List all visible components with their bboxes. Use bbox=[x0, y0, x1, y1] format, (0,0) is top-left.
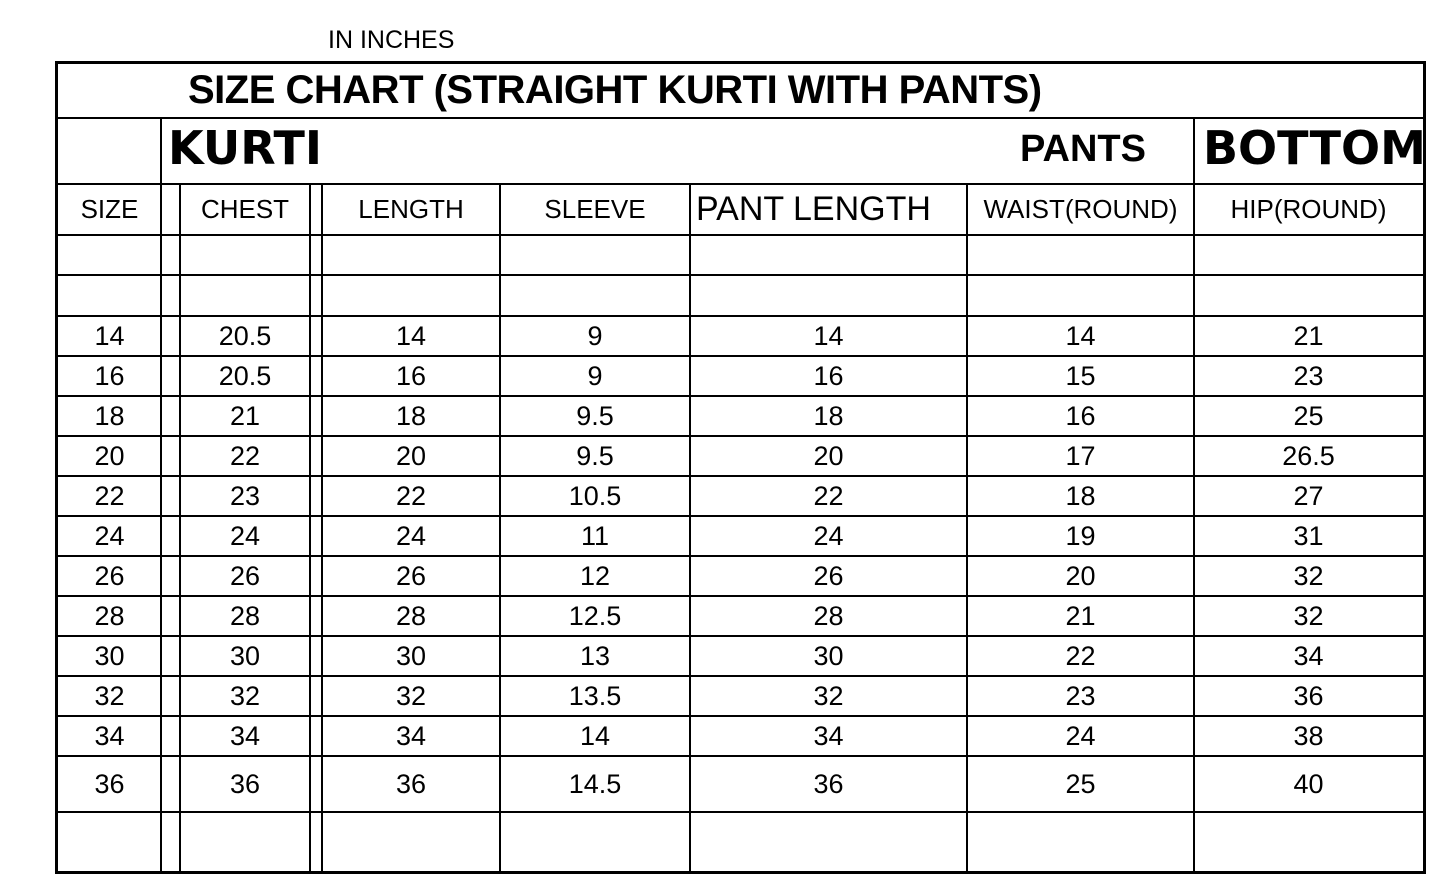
table-cell: 28 bbox=[813, 600, 844, 631]
column-header: SIZE bbox=[80, 194, 139, 224]
table-cell: 38 bbox=[1293, 720, 1324, 751]
table-cell: 32 bbox=[395, 680, 427, 711]
table-cell: 24 bbox=[395, 520, 427, 551]
table-cell: 10.5 bbox=[568, 480, 622, 511]
column-header: CHEST bbox=[200, 194, 290, 224]
section-divider-right bbox=[1193, 118, 1195, 184]
table-cell: 30 bbox=[94, 640, 125, 671]
table-cell: 28 bbox=[395, 600, 427, 631]
table-cell: 21 bbox=[229, 400, 261, 431]
table-cell: 22 bbox=[229, 440, 261, 471]
column-header: WAIST(ROUND) bbox=[983, 194, 1178, 224]
table-cell: 20 bbox=[813, 440, 844, 471]
table-cell: 18 bbox=[94, 400, 125, 431]
table-cell: 12 bbox=[579, 560, 611, 591]
table-cell: 24 bbox=[1065, 720, 1096, 751]
table-cell: 36 bbox=[395, 768, 427, 799]
units-note: IN INCHES bbox=[328, 26, 455, 54]
table-cell: 15 bbox=[1065, 360, 1096, 391]
table-cell: 32 bbox=[813, 680, 844, 711]
table-cell: 17 bbox=[1065, 440, 1096, 471]
table-cell: 27 bbox=[1293, 480, 1324, 511]
table-cell: 20.5 bbox=[218, 320, 272, 351]
chart-title: SIZE CHART (STRAIGHT KURTI WITH PANTS) bbox=[188, 68, 1042, 112]
table-cell: 20 bbox=[395, 440, 427, 471]
table-cell: 32 bbox=[1293, 600, 1324, 631]
table-cell: 28 bbox=[229, 600, 261, 631]
table-cell: 32 bbox=[94, 680, 125, 711]
section-bottom: BOTTOM bbox=[1203, 121, 1426, 175]
table-cell: 26 bbox=[395, 560, 427, 591]
table-cell: 14 bbox=[1065, 320, 1096, 351]
table-cell: 18 bbox=[813, 400, 844, 431]
table-cell: 12.5 bbox=[568, 600, 622, 631]
table-cell: 36 bbox=[1293, 680, 1324, 711]
table-cell: 14.5 bbox=[568, 768, 622, 799]
table-cell: 36 bbox=[813, 768, 844, 799]
table-cell: 20 bbox=[94, 440, 125, 471]
column-header: LENGTH bbox=[358, 194, 464, 224]
column-header: PANT LENGTH bbox=[696, 190, 931, 228]
table-cell: 22 bbox=[94, 480, 125, 511]
table-cell: 18 bbox=[1065, 480, 1096, 511]
table-cell: 32 bbox=[1293, 560, 1324, 591]
table-cell: 11 bbox=[580, 520, 610, 551]
column-header: SLEEVE bbox=[544, 194, 646, 224]
table-cell: 9 bbox=[587, 320, 603, 351]
table-cell: 21 bbox=[1293, 320, 1324, 351]
table-cell: 14 bbox=[813, 320, 844, 351]
table-cell: 24 bbox=[94, 520, 125, 551]
table-cell: 24 bbox=[813, 520, 844, 551]
table-cell: 14 bbox=[395, 320, 427, 351]
section-pants: PANTS bbox=[1020, 128, 1146, 170]
table-cell: 25 bbox=[1293, 400, 1324, 431]
table-cell: 32 bbox=[229, 680, 261, 711]
table-cell: 23 bbox=[229, 480, 261, 511]
table-cell: 26 bbox=[229, 560, 261, 591]
table-cell: 9 bbox=[587, 360, 603, 391]
table-cell: 34 bbox=[395, 720, 427, 751]
table-cell: 23 bbox=[1065, 680, 1096, 711]
table-cell: 26 bbox=[813, 560, 844, 591]
section-divider-left bbox=[160, 118, 162, 184]
table-cell: 9.5 bbox=[576, 440, 614, 471]
table-cell: 30 bbox=[813, 640, 844, 671]
row-divider bbox=[55, 274, 1425, 276]
table-cell: 31 bbox=[1293, 520, 1324, 551]
table-cell: 22 bbox=[1065, 640, 1096, 671]
table-cell: 34 bbox=[813, 720, 844, 751]
table-cell: 20.5 bbox=[218, 360, 272, 391]
column-header: HIP(ROUND) bbox=[1230, 194, 1387, 224]
table-cell: 26.5 bbox=[1282, 440, 1335, 471]
table-cell: 16 bbox=[395, 360, 427, 391]
table-cell: 23 bbox=[1293, 360, 1324, 391]
table-cell: 40 bbox=[1293, 768, 1324, 799]
table-cell: 30 bbox=[229, 640, 261, 671]
table-cell: 9.5 bbox=[576, 400, 614, 431]
table-cell: 34 bbox=[94, 720, 125, 751]
table-cell: 36 bbox=[94, 768, 125, 799]
table-cell: 16 bbox=[94, 360, 125, 391]
table-cell: 16 bbox=[813, 360, 844, 391]
table-cell: 36 bbox=[229, 768, 261, 799]
table-cell: 30 bbox=[395, 640, 427, 671]
table-cell: 34 bbox=[229, 720, 261, 751]
table-cell: 24 bbox=[229, 520, 261, 551]
table-cell: 22 bbox=[813, 480, 844, 511]
table-cell: 14 bbox=[579, 720, 611, 751]
table-cell: 28 bbox=[94, 600, 125, 631]
table-cell: 20 bbox=[1065, 560, 1096, 591]
table-cell: 14 bbox=[94, 320, 125, 351]
table-cell: 16 bbox=[1065, 400, 1096, 431]
section-kurti: KURTI bbox=[168, 121, 323, 175]
table-cell: 13 bbox=[579, 640, 611, 671]
table-cell: 18 bbox=[395, 400, 427, 431]
table-cell: 19 bbox=[1065, 520, 1096, 551]
title-divider bbox=[55, 117, 1425, 119]
table-cell: 22 bbox=[395, 480, 427, 511]
table-cell: 34 bbox=[1293, 640, 1324, 671]
table-cell: 25 bbox=[1065, 768, 1096, 799]
table-cell: 26 bbox=[94, 560, 125, 591]
table-cell: 21 bbox=[1065, 600, 1096, 631]
table-cell: 13.5 bbox=[568, 680, 622, 711]
